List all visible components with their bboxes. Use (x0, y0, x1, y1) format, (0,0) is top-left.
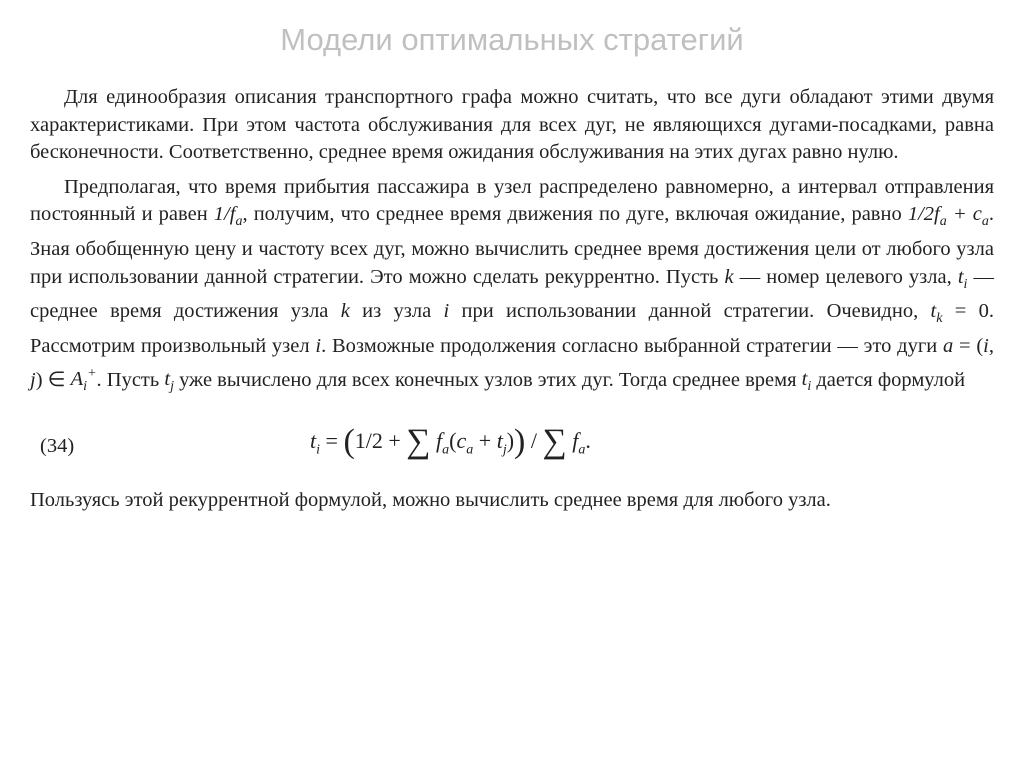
formula-34 (30, 411, 994, 483)
paragraph-2: Предполагая, что время прибытия пассажира в узел распределено равномерно, а интервал отправления постоянный и равен $1/f_a$, получим, что среднее время движения по дуге, включая ожидание, равно $1/2f_a + c_a$. Зная обобщенную цену и частоту всех дуг, можно вычислить среднее время достижения цели от любого узла при использовании данной стратегии. Это можно сделать рекуррентно. Пусть k — номер целевого узла, $t_i$ — среднее время достижения узла k из узла i при использовании данной стратегии. Очевидно, $t_k = 0$. Рассмотрим произвольный узел i. Возможные продолжения согласно выбранной стратегии — это дуги a = (i, j) ∈ $A_i^+$. Пусть $t_j$ уже вычислено для всех конечных узлов этих дуг. Тогда среднее время $t_i$ дается формулой (30, 175, 995, 395)
scanned-text-block (30, 84, 994, 666)
paragraph-3: Пользуясь этой рекуррентной формулой, можно вычислить среднее время для любого узла. (30, 489, 831, 512)
slide-title: Модели оптимальных стратегий (280, 22, 744, 57)
equation: $t_i = (1/2$ + ∑ $f_a(c_a + t_j)$) / ∑ $f_a$. (310, 423, 591, 461)
paragraph-1: Для единообразия описания транспортного графа можно считать, что все дуги обладают этими двумя характеристиками. При этом частота обслуживания для всех дуг, не являющихся дугами-посадками, равна бесконечности. Соответственно, среднее время ожидания обслуживания на этих дугах равно нулю. (30, 86, 994, 164)
equation-number: (34) (40, 435, 75, 458)
